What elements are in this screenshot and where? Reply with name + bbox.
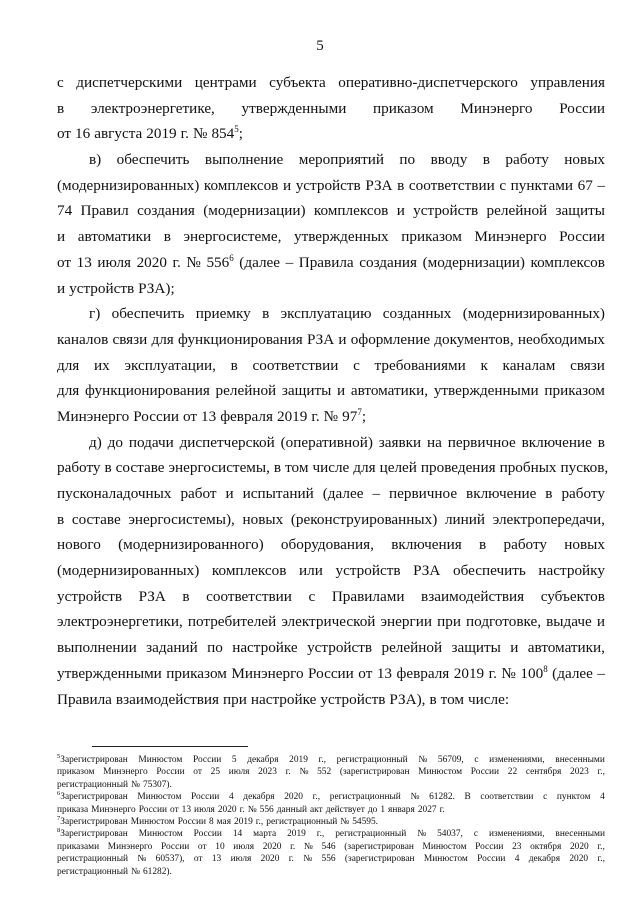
body-line: пусконаладочных работ и испытаний (далее – первичное включение в работу [57,485,605,502]
body-line: Минэнерго России от 13 февраля 2019 г. № $97^7$; [57,406,367,425]
body-line: работу в составе энергосистемы, в том числе для целей проведения пробных пусков, [57,459,609,477]
body-line: (модернизированных) комплексов и устройств РЗА в соответствии с пунктами 67 – [57,176,605,194]
body-line: от 13 июля 2020 г. № $556^6$ (далее – Правила создания (модернизации) комплексов [57,252,605,271]
body-text [57,70,609,712]
footnote-line: регистрационный № 60537), от 13 июля 2020 г. № 556 (зарегистрирован Минюстом России 4 декабря 2020 г., [57,854,605,865]
footnote-line: регистрационный № 61282). [57,866,172,877]
footnote-marker: 8 [57,827,61,835]
footnote-ref: 5 [234,124,239,135]
body-line: для функционирования релейной защиты и автоматики, утвержденными приказом [57,382,605,400]
body-line: и устройств РЗА); [57,279,175,297]
footnotes [57,754,605,878]
body-line: электроэнергетики, потребителей электрической энергии при подготовке, выдаче и [57,613,605,631]
body-line: каналов связи для функционирования РЗА и оформление документов, необходимых [57,330,605,348]
footnote-marker: 7 [57,814,61,822]
footnote-line: $^5$Зарегистрирован Минюстом России 5 декабря 2019 г., регистрационный № 56709, с изменениями, внесенными [57,752,605,765]
footnote-line: $^8$Зарегистрирован Минюстом России 14 марта 2019 г., регистрационный № 54037, с изменениями, внесенными [57,827,605,840]
body-line: 74 Правил создания (модернизации) комплексов и устройств релейной защиты [57,202,605,220]
body-line: с диспетчерскими центрами субъекта оперативно-диспетчерского управления [57,74,605,91]
body-line: (модернизированных) комплексов или устройств РЗА обеспечить настройку [57,562,605,580]
body-line: в составе энергосистемы), новых (реконструированных) линий электропередачи, [57,510,605,528]
footnote-marker: 5 [57,752,61,760]
body-line: Правила взаимодействия при настройке устройств РЗА), в том числе: [57,690,510,708]
footnote-line: $^6$Зарегистрирован Минюстом России 4 декабря 2020 г., регистрационный № 61282. В соответствии с пунктом 4 [57,790,605,803]
footnote-ref: 8 [543,663,548,674]
body-line: от 16 августа 2019 г. № $854^5$; [57,124,243,143]
body-line: нового (модернизированного) оборудования, включения в работу новых [57,536,605,554]
footnote-ref: 7 [357,406,362,417]
footnote-separator [92,746,248,747]
footnote-line: $^7$Зарегистрирован Минюстом России 8 мая 2019 г., регистрационный № 54595. [57,814,378,827]
footnote-line: регистрационный № 75307). [57,779,172,790]
body-line: для их эксплуатации, в соответствии с требованиями к каналам связи [57,356,605,374]
body-line: и автоматики в энергосистеме, утвержденных приказом Минэнерго России [57,228,605,246]
footnote-line: приказами Минэнерго России от 10 июля 2020 г. № 546 (зарегистрирован Минюстом России 23 октября 2020 г., [57,841,605,852]
body-line: г) обеспечить приемку в эксплуатацию созданных (модернизированных) [89,305,605,323]
footnote-ref: 6 [229,252,234,263]
body-line: в электроэнергетике, утвержденными приказом Минэнерго России [57,99,605,117]
body-line: устройств РЗА в соответствии с Правилами взаимодействия субъектов [57,587,605,605]
footnote-marker: 6 [57,790,61,798]
footnote-line: приказа Минэнерго России от 13 июля 2020 г. № 556 данный акт действует до 1 января 2027 г. [57,804,445,815]
body-line: д) до подачи диспетчерской (оперативной) заявки на первичное включение в [89,433,605,451]
page-number: 5 [316,38,324,54]
footnote-line: приказом Минэнерго России от 25 июля 2023 г. № 552 (зарегистрирован Минюстом России 22 сентября 2023 г., [57,767,605,778]
body-line: в) обеспечить выполнение мероприятий по вводу в работу новых [89,151,605,169]
body-line: утвержденными приказом Минэнерго России от 13 февраля 2019 г. № $100^8$ (далее – [57,663,605,682]
body-line: выполнении заданий по настройке устройств релейной защиты и автоматики, [57,639,605,657]
